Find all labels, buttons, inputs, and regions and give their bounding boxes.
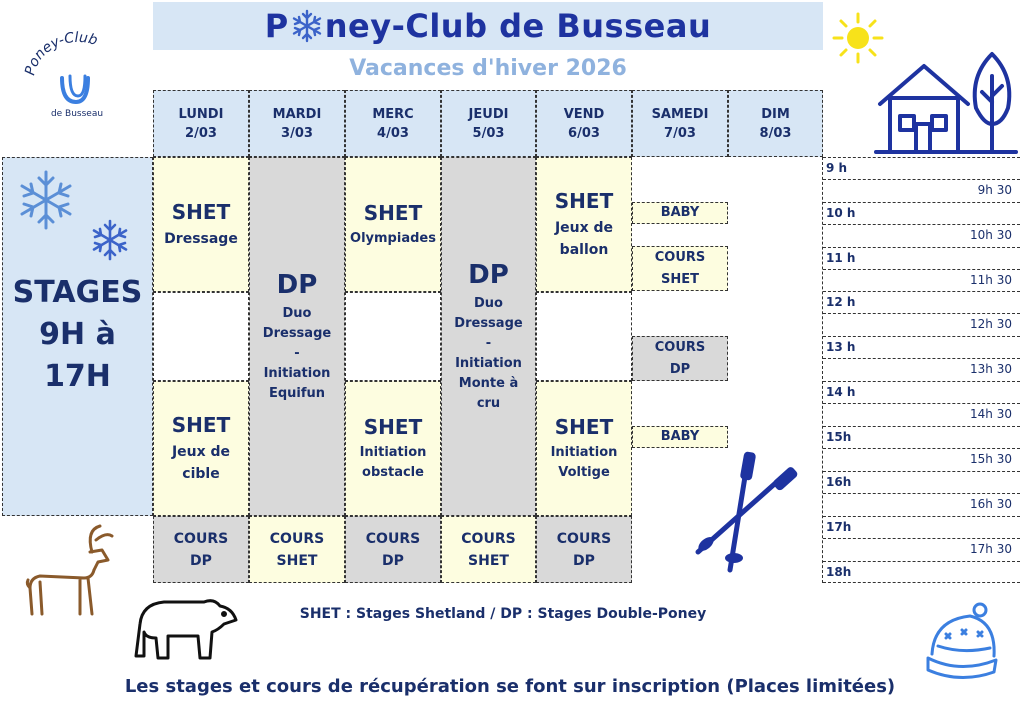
- half-hour-row: [823, 224, 1020, 246]
- half-hour-row: [823, 448, 1020, 470]
- hour-label: 12 h: [826, 295, 856, 309]
- slot-vend-afternoon: [536, 381, 632, 516]
- day-name: SAMEDI: [651, 106, 709, 122]
- hour-label: 15h: [826, 430, 852, 444]
- day-name: VEND: [563, 106, 605, 122]
- day-name: DIM: [761, 106, 790, 122]
- slot-title: SHET: [554, 188, 614, 213]
- snowflake-icon: [14, 168, 78, 232]
- page-title: [153, 2, 823, 50]
- half-hour-row: [823, 358, 1020, 380]
- half-hour-row: [823, 313, 1020, 335]
- day-date: 3/03: [281, 125, 313, 141]
- slot-lundi-afternoon: [153, 381, 249, 516]
- winter-hat-icon: [920, 600, 1002, 682]
- half-hour-row: [823, 538, 1020, 560]
- slot-samedi-baby-afternoon: [632, 426, 728, 448]
- title-start: P: [264, 7, 289, 45]
- slot-title: COURS: [461, 530, 516, 547]
- day-date: 2/03: [185, 125, 217, 141]
- slot-title: DP: [276, 269, 318, 300]
- stages-line: 17H: [44, 359, 111, 394]
- snowflake-icon: [290, 9, 324, 43]
- slot-desc: cible: [182, 465, 220, 482]
- half-hour-row: [823, 269, 1020, 291]
- slot-desc: Jeux de: [171, 443, 231, 460]
- slot-title: DP: [382, 552, 404, 569]
- slot-desc: Initiation: [550, 444, 618, 460]
- slot-desc: Monte à: [458, 375, 519, 391]
- day-date: 4/03: [377, 125, 409, 141]
- day-name: LUNDI: [178, 106, 224, 122]
- slot-title: BABY: [660, 205, 700, 220]
- day-header-dim: [728, 90, 823, 157]
- hour-row: [823, 202, 1020, 224]
- club-logo: [22, 30, 132, 120]
- hour-row: [823, 516, 1020, 538]
- hour-label: 16h: [826, 475, 852, 489]
- slot-desc: Dressage: [262, 325, 332, 341]
- svg-text:Poney-Club: [22, 30, 99, 77]
- hour-row: [823, 336, 1020, 358]
- day-date: 5/03: [472, 125, 505, 141]
- slot-merc-morning: [345, 157, 441, 292]
- slot-lundi-cours: [153, 516, 249, 583]
- stages-line: STAGES: [12, 275, 143, 310]
- slot-vend-cours: [536, 516, 632, 583]
- hour-row: [823, 247, 1020, 269]
- hour-row: [823, 561, 1020, 583]
- slot-title: SHET: [276, 552, 318, 569]
- hour-label: 10 h: [826, 206, 856, 220]
- hour-row: [823, 381, 1020, 403]
- slot-mardi-cours: [249, 516, 345, 583]
- stages-line: 9H à: [39, 317, 116, 352]
- slot-vend-morning: [536, 157, 632, 292]
- day-header-merc: [345, 90, 441, 157]
- slot-samedi-baby-morning: [632, 202, 728, 224]
- slot-title: SHET: [554, 414, 614, 439]
- slot-title: COURS: [173, 530, 229, 547]
- hour-label: 11 h: [826, 251, 856, 265]
- day-header-samedi: [632, 90, 728, 157]
- half-hour-label: 13h 30: [970, 362, 1012, 376]
- slot-title: COURS: [654, 249, 706, 265]
- slot-vend-midday: [536, 292, 632, 381]
- slot-title: BABY: [660, 429, 700, 444]
- slot-title: SHET: [171, 412, 231, 437]
- slot-lundi-morning: [153, 157, 249, 292]
- slot-desc: Dressage: [454, 315, 523, 331]
- slot-desc: Duo: [282, 305, 312, 321]
- slot-title: DP: [669, 361, 691, 377]
- slot-title: COURS: [654, 339, 706, 355]
- legend-text: SHET : Stages Shetland / DP : Stages Double-Poney: [299, 606, 707, 622]
- logo-subtext: de Busseau: [50, 109, 104, 119]
- half-hour-label: 11h 30: [970, 273, 1012, 287]
- slot-desc: Equifun: [268, 385, 326, 401]
- slot-desc: Jeux de: [554, 219, 614, 236]
- half-hour-label: 14h 30: [970, 407, 1012, 421]
- slot-title: DP: [468, 259, 509, 290]
- slot-jeudi-cours: [441, 516, 536, 583]
- half-hour-row: [823, 179, 1020, 201]
- slot-mardi-dp: [249, 157, 345, 516]
- slot-desc: Duo: [474, 295, 503, 311]
- slot-desc: -: [485, 335, 492, 351]
- ski-poles-icon: [680, 448, 800, 584]
- day-header-lundi: [153, 90, 249, 157]
- slot-lundi-midday: [153, 292, 249, 381]
- hour-label: 17h: [826, 520, 852, 534]
- slot-desc: obstacle: [362, 464, 424, 480]
- logo-graphic: [22, 30, 132, 120]
- slot-desc: Voltige: [558, 464, 610, 480]
- half-hour-label: 17h 30: [970, 542, 1012, 556]
- slot-desc: -: [294, 345, 300, 361]
- hour-row: [823, 291, 1020, 313]
- hour-label: 9 h: [826, 161, 848, 175]
- slot-title: SHET: [661, 271, 699, 287]
- slot-merc-afternoon: [345, 381, 441, 516]
- slot-desc: Initiation: [455, 355, 522, 371]
- slot-title: COURS: [556, 530, 612, 547]
- slot-desc: Olympiades: [350, 230, 436, 246]
- day-date: 7/03: [664, 125, 696, 141]
- slot-title: SHET: [363, 200, 423, 225]
- slot-title: COURS: [365, 530, 421, 547]
- slot-merc-cours: [345, 516, 441, 583]
- day-header-vend: [536, 90, 632, 157]
- deer-icon: [22, 522, 122, 620]
- hour-row: [823, 426, 1020, 448]
- hour-row: [823, 471, 1020, 493]
- hour-label: 14 h: [826, 385, 856, 399]
- half-hour-label: 9h 30: [977, 183, 1012, 197]
- day-date: 6/03: [568, 125, 600, 141]
- half-hour-row: [823, 403, 1020, 425]
- day-header-jeudi: [441, 90, 536, 157]
- slot-jeudi-dp: [441, 157, 536, 516]
- slot-samedi-cours-dp: [632, 336, 728, 381]
- half-hour-label: 16h 30: [970, 497, 1012, 511]
- day-name: MARDI: [272, 106, 322, 122]
- slot-merc-midday: [345, 292, 441, 381]
- hour-label: 18h: [826, 565, 852, 579]
- slot-title: DP: [190, 552, 212, 569]
- footer-note: Les stages et cours de récupération se font sur inscription (Places limitées): [124, 676, 896, 697]
- slot-title: SHET: [171, 199, 231, 224]
- half-hour-label: 10h 30: [970, 228, 1012, 242]
- slot-title: SHET: [468, 552, 509, 569]
- slot-desc: cru: [476, 395, 501, 411]
- half-hour-row: [823, 493, 1020, 515]
- slot-title: SHET: [363, 414, 423, 439]
- day-name: MERC: [372, 106, 414, 122]
- logo-text: Poney-Club: [22, 30, 100, 77]
- day-header-mardi: [249, 90, 345, 157]
- half-hour-label: 15h 30: [970, 452, 1012, 466]
- slot-title: COURS: [269, 530, 325, 547]
- title-end: ney-Club de Busseau: [324, 7, 712, 45]
- slot-desc: ballon: [559, 241, 609, 258]
- slot-title: DP: [573, 552, 595, 569]
- page-subtitle: Vacances d'hiver 2026: [349, 56, 627, 81]
- hour-row: [823, 157, 1020, 179]
- slot-desc: Initiation: [263, 365, 331, 381]
- snowflake-icon: [88, 218, 132, 262]
- slot-desc: Dressage: [164, 230, 238, 247]
- hour-label: 13 h: [826, 340, 856, 354]
- day-date: 8/03: [759, 125, 792, 141]
- house-icon: [872, 46, 1020, 158]
- slot-desc: Initiation: [359, 444, 427, 460]
- slot-samedi-cours-shet: [632, 246, 728, 291]
- stages-label: [2, 272, 153, 398]
- half-hour-label: 12h 30: [970, 317, 1012, 331]
- day-name: JEUDI: [468, 106, 509, 122]
